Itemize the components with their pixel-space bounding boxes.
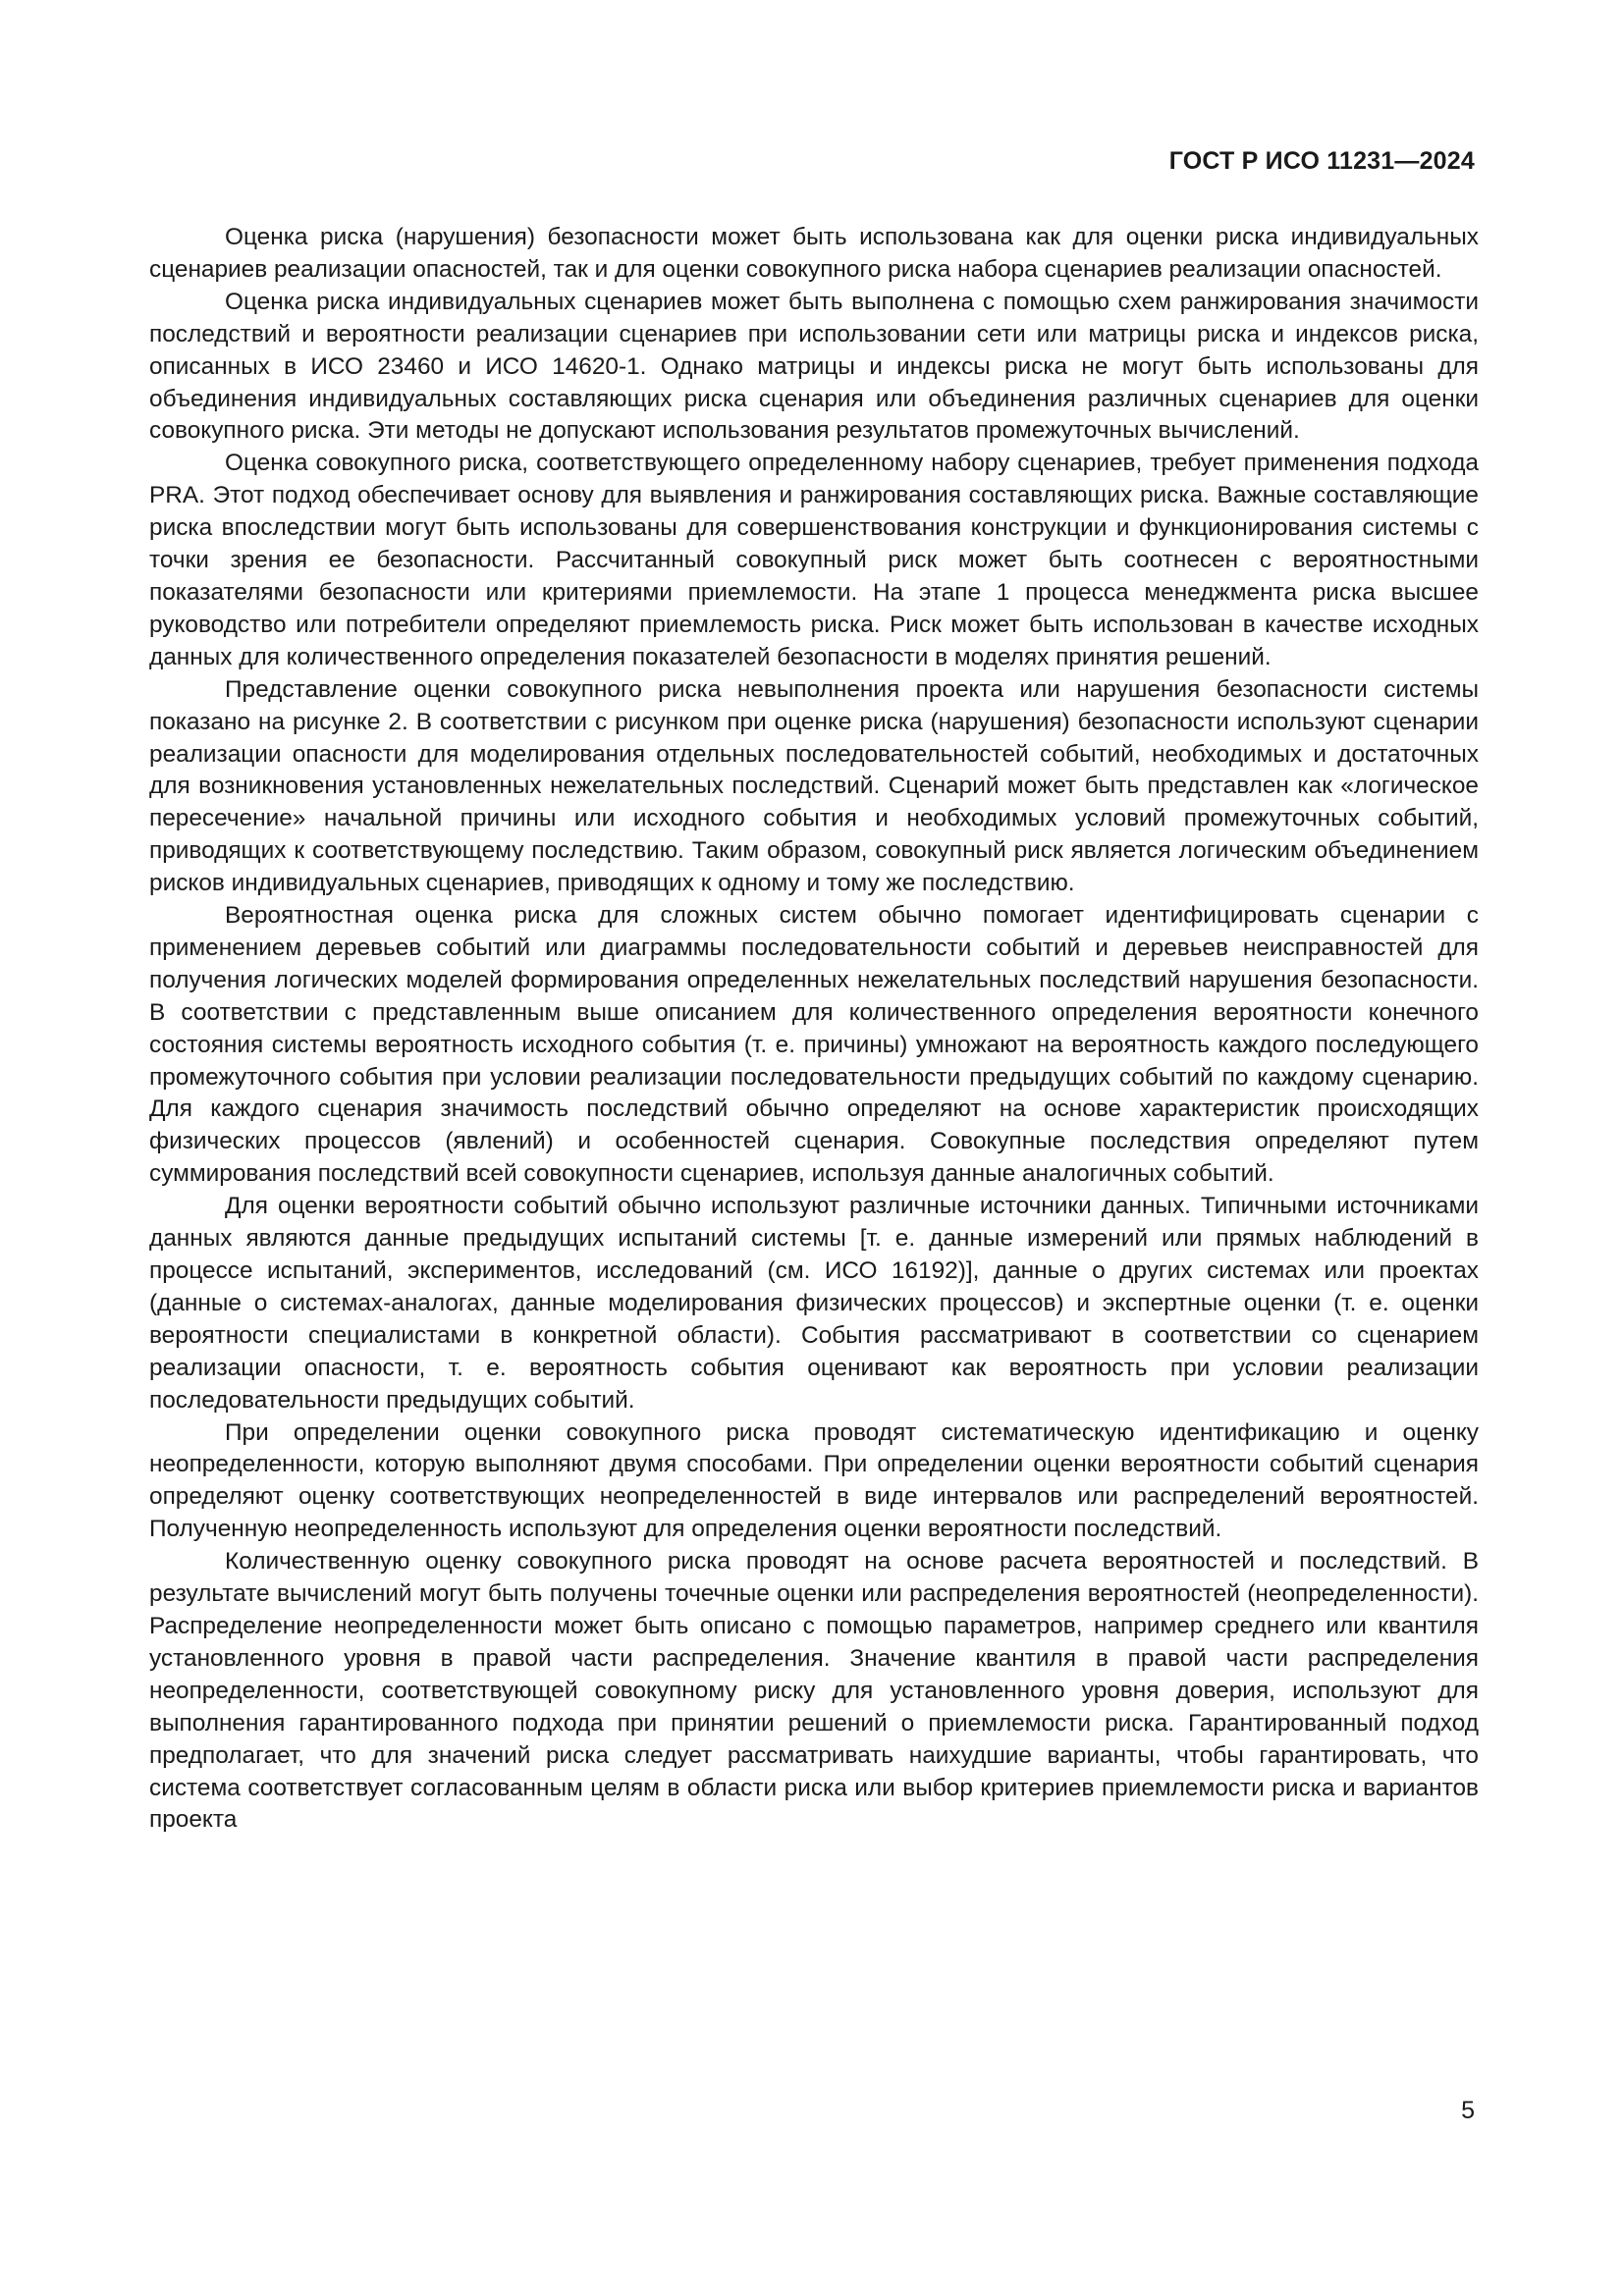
- document-body: [149, 222, 1479, 1837]
- body-paragraph: Оценка риска индивидуальных сценариев может быть выполнена с помощью схем ранжирования значимости последствий и вероятности реализации сценариев при использовании сети или матрицы риска и индексов риска, описанных в ИСО 23460 и ИСО 14620-1. Однако матрицы и индексы риска не могут быть использованы для объединения индивидуальных составляющих риска сценария или объединения различных сценариев для оценки совокупного риска. Эти методы не допускают использования результатов промежуточных вычислений.: [149, 288, 1479, 445]
- body-paragraph: Представление оценки совокупного риска невыполнения проекта или нарушения безопасности системы показано на рисунке 2. В соответствии с рисунком при оценке риска (нарушения) безопасности используют сценарии реализации опасности для моделирования отдельных последовательностей событий, необходимых и достаточных для возникновения установленных нежелательных последствий. Сценарий может быть представлен как «логическое пересечение» начальной причины или исходного события и необходимых условий промежуточных событий, приводящих к соответствующему последствию. Таким образом, совокупный риск является логическим объединением рисков индивидуальных сценариев, приводящих к одному и тому же последствию.: [149, 675, 1479, 897]
- document-code-header: ГОСТ Р ИСО 11231—2024: [1168, 147, 1475, 175]
- body-paragraph: Оценка совокупного риска, соответствующего определенному набору сценариев, требует применения подхода PRA. Этот подход обеспечивает основу для выявления и ранжирования составляющих риска. Важные составляющие риска впоследствии могут быть использованы для совершенствования конструкции и функционирования системы с точки зрения ее безопасности. Рассчитанный совокупный риск может быть соотнесен с вероятностными показателями безопасности или критериями приемлемости. На этапе 1 процесса менеджмента риска высшее руководство или потребители определяют приемлемость риска. Риск может быть использован в качестве исходных данных для количественного определения показателей безопасности в моделях принятия решений.: [149, 450, 1479, 670]
- body-paragraph: Оценка риска (нарушения) безопасности может быть использована как для оценки риска индивидуальных сценариев реализации опасностей, так и для оценки совокупного риска набора сценариев реализации опасностей.: [149, 224, 1479, 283]
- body-paragraph: При определении оценки совокупного риска проводят систематическую идентификацию и оценку неопределенности, которую выполняют двумя способами. При определении оценки вероятности событий сценария определяют оценку соответствующих неопределенностей в виде интервалов или распределений вероятностей. Полученную неопределенность используют для определения оценки вероятности последствий.: [149, 1418, 1479, 1543]
- body-paragraph: Количественную оценку совокупного риска проводят на основе расчета вероятностей и последствий. В результате вычислений могут быть получены точечные оценки или распределения вероятностей (неопределенности). Распределение неопределенности может быть описано с помощью параметров, например среднего или квантиля установленного уровня в правой части распределения. Значение квантиля в правой части распределения неопределенности, соответствующей совокупному риску для установленного уровня доверия, используют для выполнения гарантированного подхода при принятии решений о приемлемости риска. Гарантированный подход предполагает, что для значений риска следует рассматривать наихудшие варианты, чтобы гарантировать, что система соответствует согласованным целям в области риска или выбор критериев приемлемости риска и вариантов проекта: [149, 1548, 1479, 1834]
- page-number: 5: [1461, 2097, 1475, 2124]
- body-paragraph: Для оценки вероятности событий обычно используют различные источники данных. Типичными источниками данных являются данные предыдущих испытаний системы [т. е. данные измерений или прямых наблюдений в процессе испытаний, экспериментов, исследований (см. ИСО 16192)], данные о других системах или проектах (данные о системах-аналогах, данные моделирования физических процессов) и экспертные оценки (т. е. оценки вероятности специалистами в конкретной области). События рассматривают в соответствии со сценарием реализации опасности, т. е. вероятность события оценивают как вероятность при условии реализации последовательности предыдущих событий.: [149, 1193, 1479, 1414]
- body-paragraph: Вероятностная оценка риска для сложных систем обычно помогает идентифицировать сценарии с применением деревьев событий или диаграммы последовательности событий и деревьев неисправностей для получения логических моделей формирования определенных нежелательных последствий нарушения безопасности. В соответствии с представленным выше описанием для количественного определения вероятности конечного состояния системы вероятность исходного события (т. е. причины) умножают на вероятность каждого последующего промежуточного события при условии реализации последовательности предыдущих событий по каждому сценарию. Для каждого сценария значимость последствий обычно определяют на основе характеристик происходящих физических процессов (явлений) и особенностей сценария. Совокупные последствия определяют путем суммирования последствий всей совокупности сценариев, используя данные аналогичных событий.: [149, 902, 1479, 1188]
